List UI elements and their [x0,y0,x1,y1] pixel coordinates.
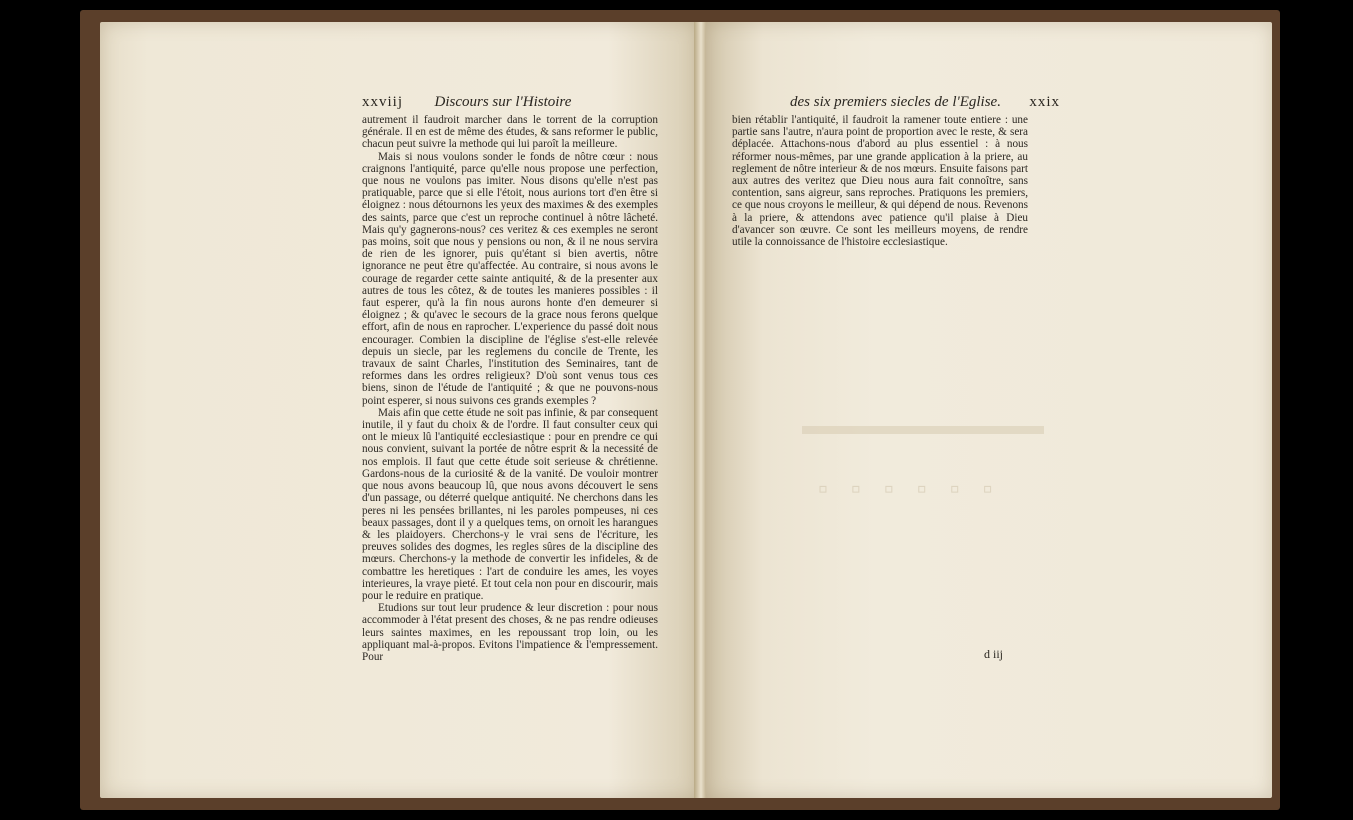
left-running-head [362,94,571,111]
right-page [706,22,1272,798]
right-title: des six premiers siecles de l'Eglise. [790,94,1001,110]
left-folio: xxviij [362,94,404,110]
right-text-block [732,114,1028,248]
left-text-block [362,114,658,663]
left-paragraph-4: Etudions sur tout leur prudence & leur discretion : pour nous accommoder à l'état present des choses, & ne pas rendre odieuses leurs saintes maximes, en les repoussant trop loin, ou les appliquant mal-à-propos. Evitons l'impatience & l'empressement. Pour [362,602,658,663]
left-paragraph-1: autrement il faudroit marcher dans le torrent de la corruption générale. Il en est de même des études, & sans reformer le public, chacun peut suivre la methode qui lui paroît la meilleure. [362,114,658,151]
right-running-head [790,94,1060,111]
signature-mark: d iij [984,647,1004,661]
show-through-ornament [802,426,1044,434]
right-paragraph-1: bien rétablir l'antiquité, il faudroit la ramener toute entiere : une partie sans l'autre, n'aura point de proportion avec le reste, & sera déplacée. Attachons-nous d'abord au plus essentiel : à nous réformer nous-mêmes, par une grande application à la priere, au reglement de nôtre interieur & de nos mœurs. Ensuite faisons part aux autres des veritez que Dieu nous aura fait connoître, sans contention, sans aigreur, sans reproches. Pratiquons les premiers, ce que nous croyons le meilleur, & qui dépend de nous. Revenons à la priere, & attendons avec patience qu'il plaise à Dieu d'avancer son œuvre. Ce sont les meilleurs moyens, de rendre utile la connoissance de l'histoire ecclesiastique. [732,114,1028,249]
show-through-heading: ▫ ▫ ▫ ▫ ▫ ▫ [818,474,1001,505]
left-paragraph-3: Mais afin que cette étude ne soit pas infinie, & par consequent inutile, il y faut du choix & de l'ordre. Il faut consulter ceux qui ont le mieux lû l'antiquité ecclesiastique : pour en prendre ce qui nous convient, suivant la portée de nôtre esprit & la necessité de nos emplois. Il faut que cette étude soit serieuse & chrétienne. Gardons-nous de la curiosité & de la vanité. De vouloir montrer que nous avons beaucoup lû, que nous avons découvert le sens d'un passage, ou déterré quelque antiquité. Ne cherchons dans les peres ni les pensées brillantes, ni les paroles pompeuses, ni ces beaux passages, dont il y a quelques tems, on ornoit les harangues & les plaidoyers. Cherchons-y le vrai sens de l'écriture, les preuves solides des dogmes, les regles sûres de la discipline des mœurs. Cherchons-y la methode de convertir les infideles, & de combattre les heretiques : l'art de conduire les ames, les voyes interieures, la vraye pieté. Et tout cela non pour en discourir, mais pour le reduire en pratique. [362,406,658,602]
left-page [100,22,698,798]
left-paragraph-2: Mais si nous voulons sonder le fonds de nôtre cœur : nous craignons l'antiquité, parce qu'elle nous propose une perfection, que nous ne voulons pas imiter. Nous disons qu'elle n'est pas pratiquable, parce que si elle l'étoit, nous aurions tort d'en être si éloignez : nous détournons les yeux des maximes & des exemples des saints, parce que c'est un reproche continuel à nôtre lâcheté. Mais qu'y gagnerons-nous? ces veritez & ces exemples ne seront pas moins, soit que nous y pensions ou non, & il ne nous servira de rien de les ignorer, puis qu'étant si bien avertis, nôtre ignorance ne peut être qu'affectée. Au contraire, si nous avons le courage de regarder cette sainte antiquité, & de la presenter aux autres de tous les côtez, & de toutes les manieres possibles : il faut esperer, qu'à la fin nous aurons honte d'en demeurer si éloignez ; & qu'avec le secours de la grace nous ferons quelque effort, afin de nous en raprocher. L'experience du passé doit nous encourager. Combien la discipline de l'église s'est-elle relevée depuis un siecle, par les reglemens du concile de Trente, les travaux de saint Charles, l'institution des Seminaires, tant de reformes dans les ordres religieux? D'où sont venus tous ces biens, sinon de l'étude de l'antiquité ; & que ne pouvons-nous point esperer, si nous suivons ces grands exemples ? [362,150,658,407]
left-title: Discours sur l'Histoire [434,94,572,110]
right-folio: xxix [1029,94,1060,110]
